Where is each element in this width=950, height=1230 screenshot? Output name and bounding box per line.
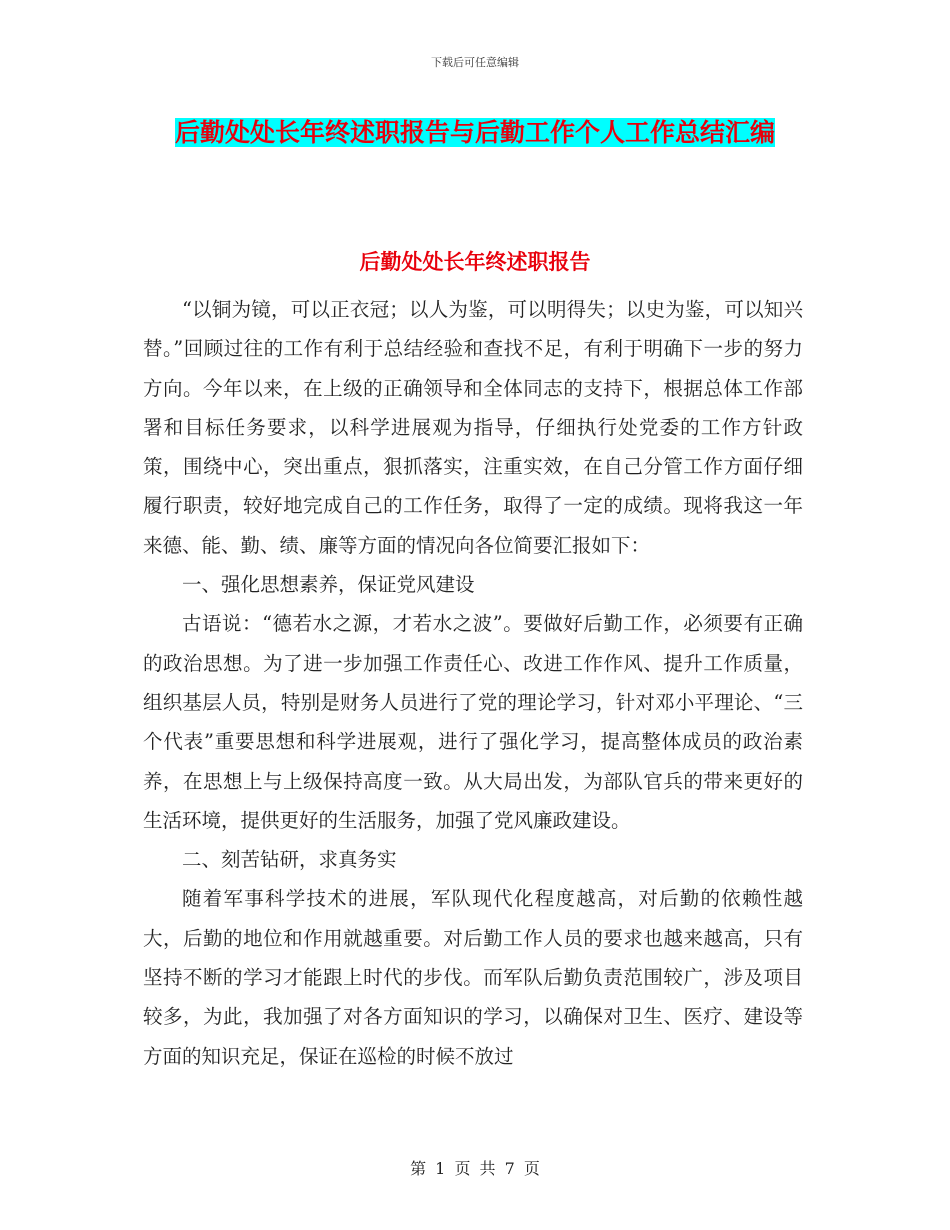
document-body — [143, 290, 803, 1076]
document-title-text: 后勤处处长年终述职报告与后勤工作个人工作总结汇编 — [174, 118, 775, 147]
section-heading: 二、刻苦钻研，求真务实 — [182, 848, 397, 872]
paragraph: 随着军事科学技术的进展，军队现代化程度越高，对后勤的依赖性越大，后勤的地位和作用就越重要。对后勤工作人员的要求也越来越高，只有坚持不断的学习才能跟上时代的步伐。而军队后勤负责范围较广，涉及项目较多，为此，我加强了对各方面知识的学习，以确保对卫生、医疗、建设等方面的知识充足，保证在巡检的时候不放过 — [143, 887, 803, 1068]
document-title — [140, 110, 810, 155]
paragraph: 古语说：“德若水之源，才若水之波”。要做好后勤工作，必须要有正确的政治思想。为了进一步加强工作责任心、改进工作作风、提升工作质量，组织基层人员，特别是财务人员进行了党的理论学习，针对邓小平理论、“三个代表”重要思想和科学进展观，进行了强化学习，提高整体成员的政治素养，在思想上与上级保持高度一致。从大局出发，为部队官兵的带来更好的生活环境，提供更好的生活服务，加强了党风廉政建设。 — [143, 612, 803, 832]
paragraph: “以铜为镜，可以正衣冠；以人为鉴，可以明得失；以史为鉴，可以知兴替。”回顾过往的工作有利于总结经验和查找不足，有利于明确下一步的努力方向。今年以来，在上级的正确领导和全体同志的支持下，根据总体工作部署和目标任务要求，以科学进展观为指导，仔细执行处党委的工作方针政策，围绕中心，突出重点，狠抓落实，注重实效，在自己分管工作方面仔细履行职责，较好地完成自己的工作任务，取得了一定的成绩。现将我这一年来德、能、勤、绩、廉等方面的情况向各位简要汇报如下： — [143, 298, 803, 557]
page-number: 第 1 页 共 7 页 — [410, 1159, 540, 1178]
section-heading: 一、强化思想素养，保证党风建设 — [182, 573, 475, 597]
page-header-note: 下载后可任意编辑 — [431, 56, 519, 69]
section-title: 后勤处处长年终述职报告 — [359, 250, 591, 274]
